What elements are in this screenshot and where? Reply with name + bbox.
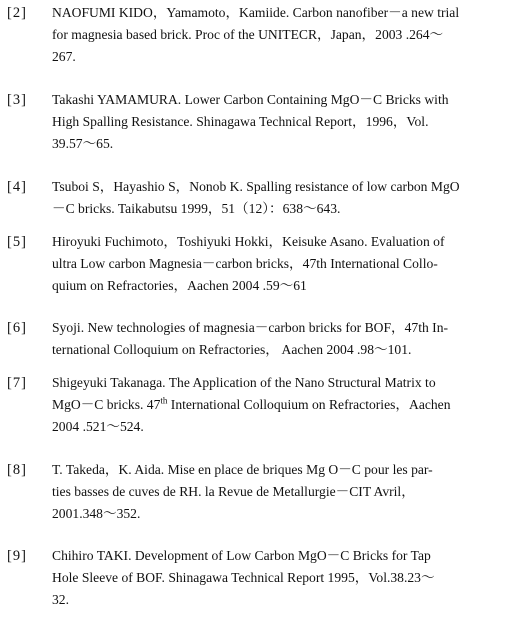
reference-number: [7]	[7, 375, 27, 391]
reference-line: ternational Colloquium on Refractories， Aachen 2004 .98～101.	[52, 342, 412, 357]
reference-text: International Colloquium on Refractories，Aachen	[167, 397, 451, 412]
reference-line: for magnesia based brick. Proc of the UNITECR，Japan，2003 .264～	[52, 27, 444, 42]
reference-line: －C bricks. Taikabutsu 1999，51（12）：638～643.	[52, 201, 341, 216]
reference-line: High Spalling Resistance. Shinagawa Technical Report，1996，Vol.	[52, 114, 429, 129]
ordinal-superscript: th	[160, 395, 168, 406]
reference-line: Syoji. New technologies of magnesia－carbon bricks for BOF，47th In-	[52, 320, 449, 335]
reference-line: 267.	[52, 49, 76, 64]
reference-number: [5]	[7, 234, 27, 250]
reference-line-with-superscript	[52, 395, 451, 415]
reference-line: Chihiro TAKI. Development of Low Carbon MgO－C Bricks for Tap	[52, 548, 431, 563]
reference-number: [4]	[7, 179, 27, 195]
reference-line: quium on Refractories，Aachen 2004 .59～61	[52, 278, 307, 293]
reference-line: Takashi YAMAMURA. Lower Carbon Containing MgO－C Bricks with	[52, 92, 449, 107]
reference-line: Tsuboi S，Hayashio S，Nonob K. Spalling resistance of low carbon MgO	[52, 179, 460, 194]
reference-text: MgO－C bricks. 47	[52, 397, 161, 412]
reference-line: ties basses de cuves de RH. la Revue de Metallurgie－CIT Avril，	[52, 484, 415, 499]
reference-line: ultra Low carbon Magnesia－carbon bricks，47th International Collo-	[52, 256, 438, 271]
reference-line: 2001.348～352.	[52, 506, 141, 521]
reference-number: [2]	[7, 5, 27, 21]
reference-line: T. Takeda，K. Aida. Mise en place de briques Mg O－C pour les par-	[52, 462, 433, 477]
reference-number: [9]	[7, 548, 27, 564]
reference-number: [8]	[7, 462, 27, 478]
reference-number: [6]	[7, 320, 27, 336]
reference-line: 39.57～65.	[52, 136, 114, 151]
reference-line: Shigeyuki Takanaga. The Application of the Nano Structural Matrix to	[52, 375, 436, 390]
reference-line: Hole Sleeve of BOF. Shinagawa Technical Report 1995，Vol.38.23～	[52, 570, 435, 585]
reference-line: NAOFUMI KIDO，Yamamoto，Kamiide. Carbon nanofiber－a new trial	[52, 5, 460, 20]
reference-number: [3]	[7, 92, 27, 108]
reference-line: 2004 .521～524.	[52, 419, 144, 434]
reference-line: 32.	[52, 592, 69, 607]
reference-line: Hiroyuki Fuchimoto，Toshiyuki Hokki，Keisuke Asano. Evaluation of	[52, 234, 445, 249]
